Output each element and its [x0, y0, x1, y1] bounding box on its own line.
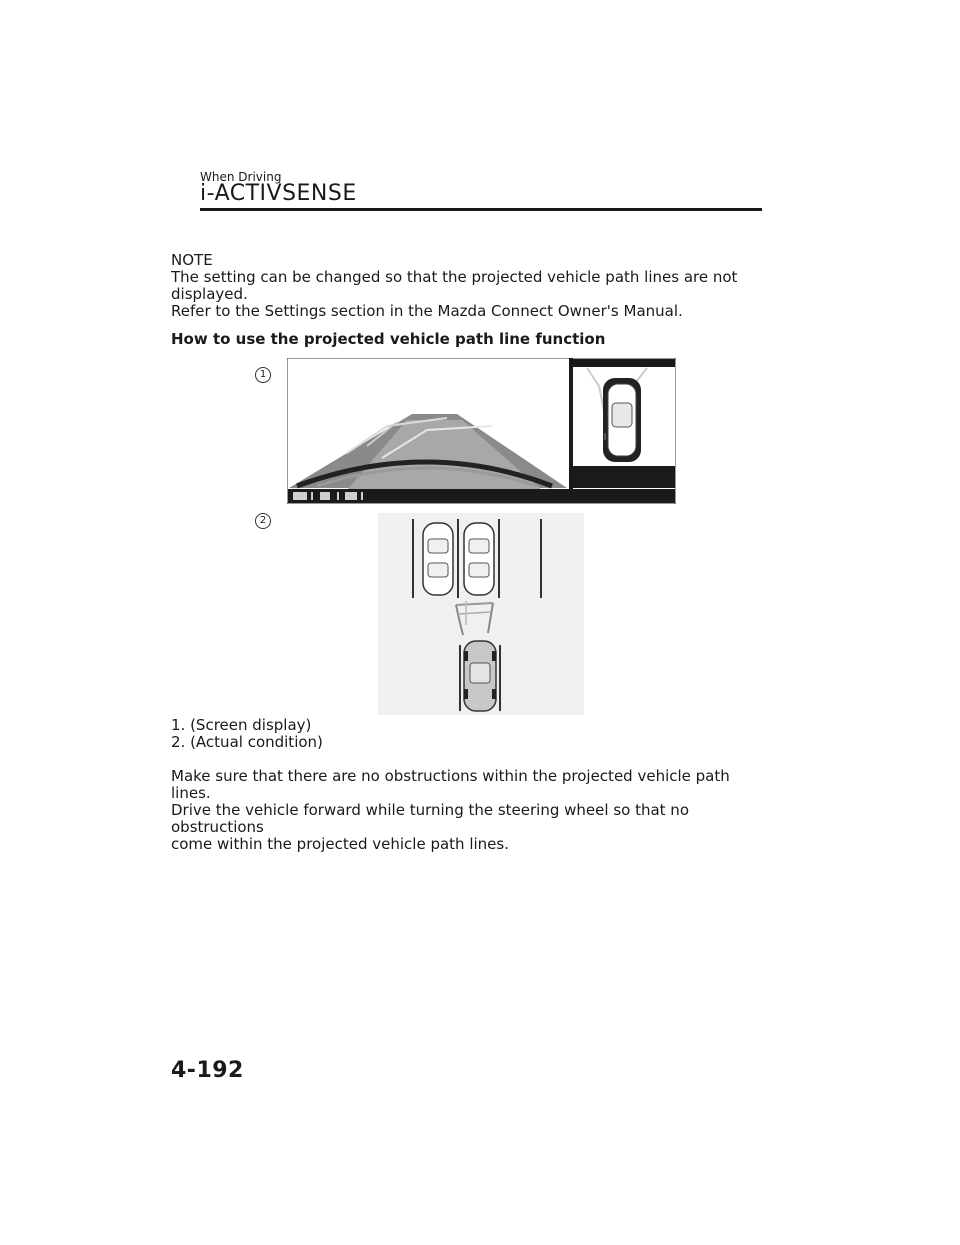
note-body — [171, 269, 741, 320]
closing-paragraph — [171, 768, 771, 853]
legend-item: 1. (Screen display) — [171, 716, 312, 734]
subheading: How to use the projected vehicle path line function — [171, 330, 606, 348]
note-line: Refer to the Settings section in the Mazda Connect Owner's Manual. — [171, 302, 683, 320]
figure-legend — [171, 717, 323, 751]
figure-marker-2: 2 — [255, 513, 271, 529]
section-label: When Driving — [200, 170, 282, 184]
note-line: The setting can be changed so that the projected vehicle path lines are not — [171, 268, 738, 286]
closing-line: come within the projected vehicle path lines. — [171, 835, 509, 853]
closing-line: Drive the vehicle forward while turning the steering wheel so that no obstructions — [171, 801, 689, 836]
closing-line: Make sure that there are no obstructions within the projected vehicle path lines. — [171, 767, 730, 802]
page-number: 4-192 — [171, 1058, 244, 1083]
header-rule — [200, 208, 762, 211]
actual-condition-illustration — [378, 513, 584, 715]
section-title: i-ACTIVSENSE — [200, 181, 357, 206]
parked-car — [423, 523, 453, 595]
note-line: displayed. — [171, 285, 248, 303]
legend-item: 2. (Actual condition) — [171, 733, 323, 751]
screen-display-illustration — [287, 358, 676, 504]
figure-marker-1: 1 — [255, 367, 271, 383]
note-heading: NOTE — [171, 251, 213, 269]
parked-car — [464, 523, 494, 595]
